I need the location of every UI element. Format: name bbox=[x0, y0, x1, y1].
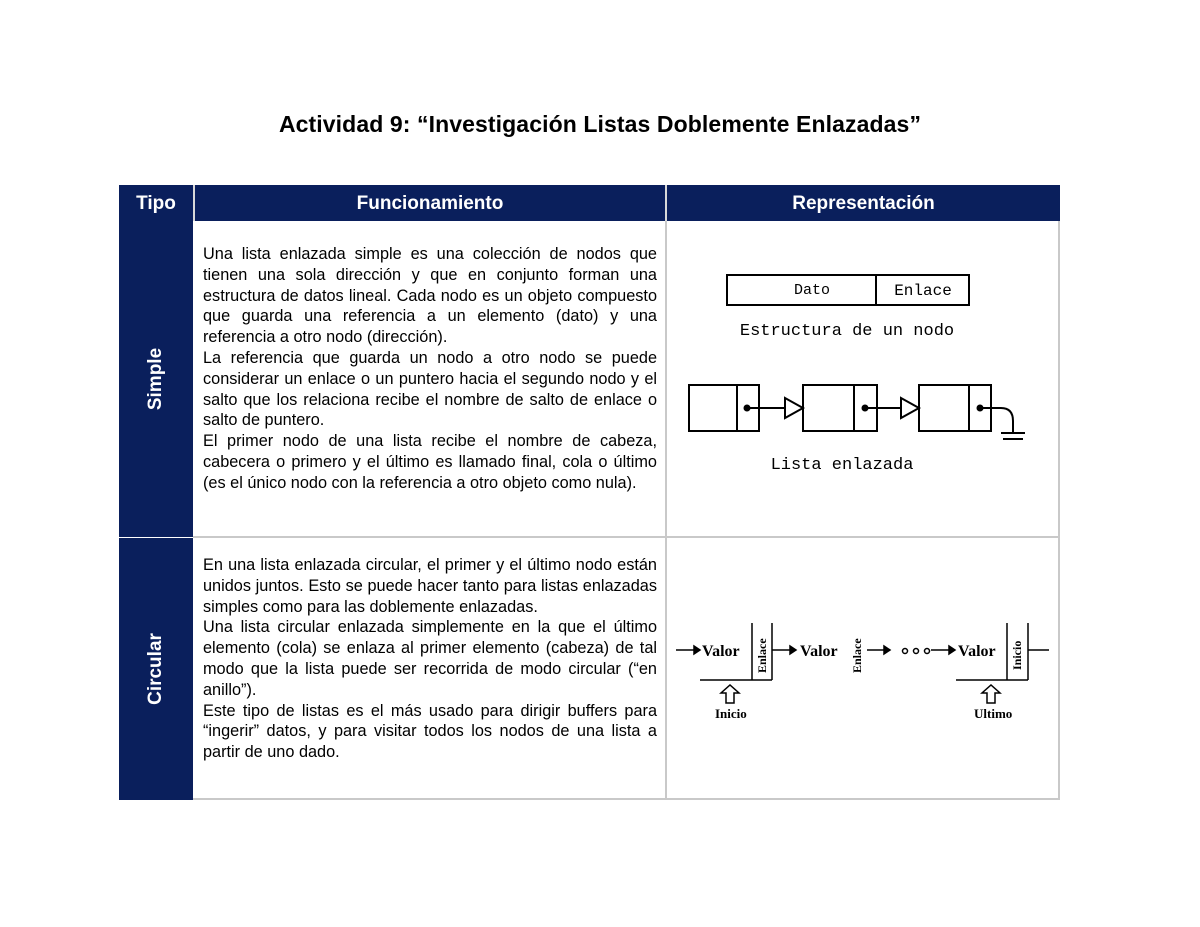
linked-list-diagram bbox=[689, 385, 1025, 439]
row-label-circular bbox=[119, 538, 193, 800]
lists-table bbox=[119, 185, 1060, 800]
simple-list-figure bbox=[679, 265, 1039, 485]
valor-3: Valor bbox=[958, 643, 996, 660]
node-caption: Estructura de un nodo bbox=[739, 322, 955, 341]
table-header bbox=[119, 185, 1060, 221]
header-representacion: Representación bbox=[792, 193, 935, 214]
tipo-simple: Simple bbox=[145, 347, 166, 411]
ultimo-label: Ultimo bbox=[974, 706, 1013, 721]
paragraph: La referencia que guarda un nodo a otro nodo se puede considerar un enlace o un puntero hacia el segundo nodo y el salto que los relaciona recibe el nombre de salto de enlace o salto de puntero. bbox=[203, 348, 657, 430]
inicio-vertical: Inicio bbox=[1010, 640, 1024, 670]
node-structure-diagram bbox=[727, 275, 969, 341]
tipo-circular: Circular bbox=[145, 633, 166, 705]
node-link-label: Enlace bbox=[894, 282, 952, 300]
enlace-2: Enlace bbox=[850, 638, 864, 673]
paragraph: El primer nodo de una lista recibe el nombre de cabeza, cabecera o primero y el último es llamado final, cola o último (es el único nodo con la referencia a otro objeto como nula). bbox=[203, 432, 657, 492]
paragraph: Una lista enlazada simple es una colección de nodos que tienen una sola dirección y que en conjunto forman una estructura de datos lineal. Cada nodo es un objeto compuesto que guarda una referencia a un elemento (dato) y una referencia a otro nodo (dirección). bbox=[203, 245, 657, 347]
valor-2: Valor bbox=[800, 643, 838, 660]
header-funcionamiento: Funcionamiento bbox=[356, 193, 504, 214]
paragraph: Este tipo de listas es el más usado para dirigir buffers para “ingerir” datos, y para visitar todos los nodos de una lista a partir de uno dado. bbox=[203, 701, 657, 762]
valor-1: Valor bbox=[702, 643, 740, 660]
inicio-label: Inicio bbox=[715, 706, 747, 721]
paragraph: En una lista enlazada circular, el primer y el último nodo están unidos juntos. Esto se puede hacer tanto para listas enlazadas simples como para las doblemente enlazadas. bbox=[203, 556, 657, 616]
funcionamiento-simple bbox=[203, 244, 657, 494]
funcionamiento-circular bbox=[203, 555, 657, 763]
paragraph: Una lista circular enlazada simplemente en la que el último elemento (cola) se enlaza al primer elemento (cabeza) de tal modo que la lista puede ser recorrida de modo circular (“en anillo”). bbox=[203, 618, 657, 699]
list-caption: Lista enlazada bbox=[770, 456, 914, 475]
row-label-simple bbox=[119, 221, 193, 537]
header-tipo: Tipo bbox=[136, 193, 176, 214]
node-data-label: Dato bbox=[793, 282, 831, 299]
enlace-1: Enlace bbox=[755, 638, 769, 673]
circular-list-figure bbox=[674, 615, 1054, 725]
page-title: Actividad 9: “Investigación Listas Doblemente Enlazadas” bbox=[278, 111, 922, 137]
